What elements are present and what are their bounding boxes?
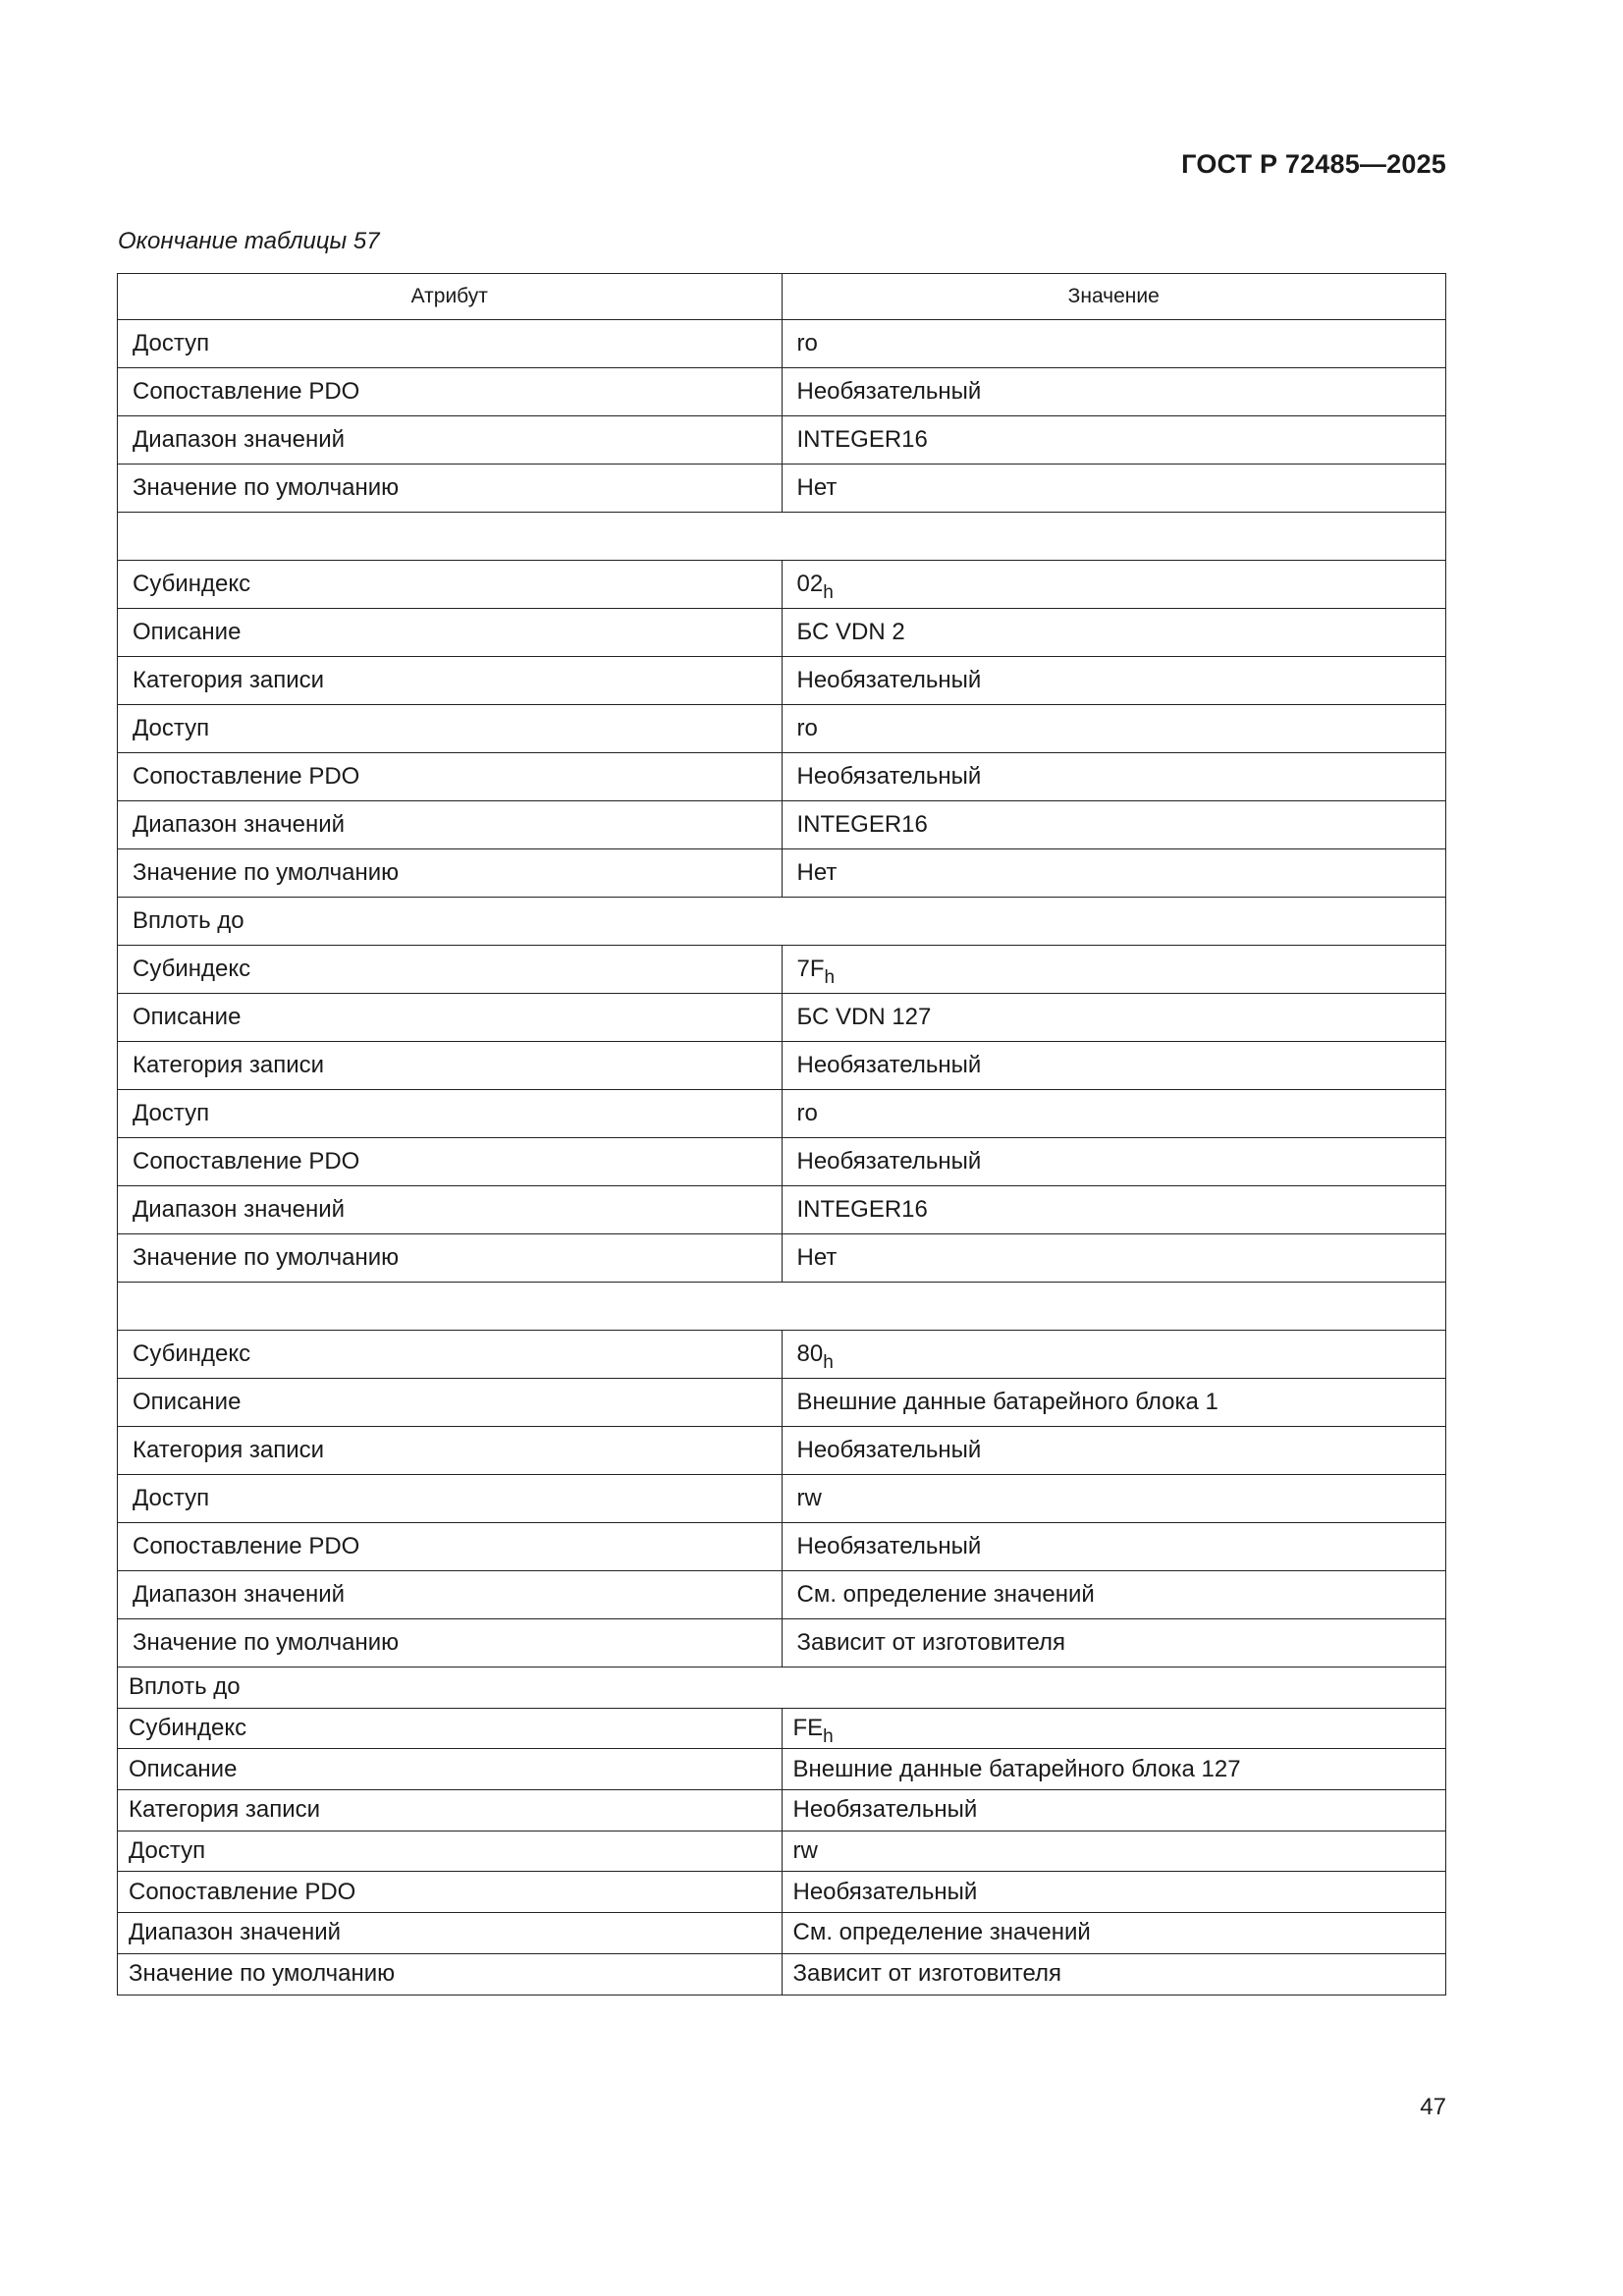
value-text: Необязательный [796, 1052, 982, 1078]
table-row [118, 1475, 1446, 1523]
table-row [118, 561, 1446, 609]
blank-cell [118, 513, 1446, 561]
value-cell [782, 1427, 1446, 1475]
value-text: FE [792, 1715, 824, 1742]
table-row [118, 1331, 1446, 1379]
value-cell [782, 801, 1446, 849]
value-cell [782, 320, 1446, 368]
table-row [118, 657, 1446, 705]
value-cell [782, 705, 1446, 753]
value-cell [782, 1331, 1446, 1379]
value-text: 80 [796, 1340, 824, 1367]
attribute-cell: Сопоставление PDO [118, 1138, 783, 1186]
attribute-cell: Доступ [118, 705, 783, 753]
value-cell [782, 1913, 1446, 1954]
value-cell [782, 1831, 1446, 1872]
value-cell [782, 1090, 1446, 1138]
table-row [118, 1379, 1446, 1427]
value-text: Внешние данные батарейного блока 1 [796, 1389, 1218, 1415]
table-row [118, 1913, 1446, 1954]
value-text: БС VDN 2 [796, 619, 905, 645]
attribute-cell: Описание [118, 1379, 783, 1427]
range-separator-cell: Вплоть до [118, 898, 1446, 946]
value-text: INTEGER16 [796, 1196, 928, 1223]
attribute-cell: Диапазон значений [118, 1571, 783, 1619]
table-row [118, 1427, 1446, 1475]
value-cell [782, 416, 1446, 465]
table-row [118, 1790, 1446, 1831]
table-row [118, 994, 1446, 1042]
value-cell [782, 561, 1446, 609]
attribute-cell: Субиндекс [118, 1708, 783, 1749]
attribute-cell: Диапазон значений [118, 416, 783, 465]
value-text: ro [796, 1100, 818, 1126]
table-row [118, 320, 1446, 368]
table-row [118, 849, 1446, 898]
value-text: Необязательный [796, 1148, 982, 1175]
value-text: INTEGER16 [796, 811, 928, 838]
table-row [118, 609, 1446, 657]
range-separator-row [118, 898, 1446, 946]
value-cell [782, 1953, 1446, 1995]
page-number: 47 [1420, 2094, 1446, 2120]
attribute-cell: Субиндекс [118, 946, 783, 994]
attribute-cell: Описание [118, 1749, 783, 1790]
range-separator-cell: Вплоть до [118, 1667, 1446, 1709]
value-cell [782, 657, 1446, 705]
range-separator-row [118, 1667, 1446, 1709]
table-row [118, 1571, 1446, 1619]
column-header-attribute: Атрибут [118, 274, 783, 320]
value-cell [782, 753, 1446, 801]
hex-subscript: h [823, 1352, 834, 1373]
attribute-table [117, 273, 1446, 1995]
attribute-cell: Сопоставление PDO [118, 1872, 783, 1913]
value-cell [782, 1619, 1446, 1667]
value-cell [782, 1571, 1446, 1619]
attribute-cell: Категория записи [118, 1427, 783, 1475]
value-text: Зависит от изготовителя [796, 1629, 1066, 1656]
hex-subscript: h [823, 1726, 834, 1748]
table-row [118, 1708, 1446, 1749]
attribute-cell: Сопоставление PDO [118, 753, 783, 801]
attribute-cell: Доступ [118, 1475, 783, 1523]
table-row [118, 753, 1446, 801]
attribute-cell: Значение по умолчанию [118, 465, 783, 513]
attribute-cell: Значение по умолчанию [118, 1619, 783, 1667]
value-text: 7F [796, 956, 825, 982]
table-row [118, 1749, 1446, 1790]
value-text: Необязательный [796, 378, 982, 405]
value-cell [782, 368, 1446, 416]
value-cell [782, 1749, 1446, 1790]
table-row [118, 1186, 1446, 1234]
value-cell [782, 1523, 1446, 1571]
value-cell [782, 1186, 1446, 1234]
table-row [118, 705, 1446, 753]
attribute-cell: Диапазон значений [118, 1186, 783, 1234]
table-row [118, 1523, 1446, 1571]
value-text: 02 [796, 571, 824, 597]
value-text: ro [796, 330, 818, 356]
value-text: Необязательный [796, 667, 982, 693]
value-cell [782, 849, 1446, 898]
attribute-cell: Диапазон значений [118, 1913, 783, 1954]
value-text: Нет [796, 1244, 838, 1271]
table-row [118, 1042, 1446, 1090]
attribute-cell: Доступ [118, 1090, 783, 1138]
value-text: Необязательный [796, 1437, 982, 1463]
attribute-cell: Значение по умолчанию [118, 1234, 783, 1283]
blank-cell [118, 1283, 1446, 1331]
blank-row [118, 1283, 1446, 1331]
value-text: rw [792, 1837, 818, 1865]
attribute-cell: Описание [118, 609, 783, 657]
attribute-cell: Доступ [118, 320, 783, 368]
value-text: Внешние данные батарейного блока 127 [792, 1755, 1241, 1782]
attribute-cell: Значение по умолчанию [118, 849, 783, 898]
table-row [118, 1953, 1446, 1995]
table-row [118, 465, 1446, 513]
table-body [118, 320, 1446, 1995]
hex-subscript: h [823, 582, 834, 603]
table-row [118, 1872, 1446, 1913]
attribute-cell: Субиндекс [118, 1331, 783, 1379]
column-header-value: Значение [782, 274, 1446, 320]
value-cell [782, 1475, 1446, 1523]
value-cell [782, 465, 1446, 513]
value-cell [782, 609, 1446, 657]
value-cell [782, 1872, 1446, 1913]
value-text: Необязательный [796, 763, 982, 790]
table-row [118, 416, 1446, 465]
attribute-cell: Сопоставление PDO [118, 1523, 783, 1571]
value-text: rw [796, 1485, 822, 1511]
table-row [118, 1831, 1446, 1872]
attribute-cell: Сопоставление PDO [118, 368, 783, 416]
attribute-cell: Доступ [118, 1831, 783, 1872]
value-text: Необязательный [796, 1533, 982, 1559]
table-header-row [118, 274, 1446, 320]
value-cell [782, 1042, 1446, 1090]
attribute-cell: Субиндекс [118, 561, 783, 609]
table-caption: Окончание таблицы 57 [118, 228, 380, 254]
attribute-cell: Описание [118, 994, 783, 1042]
table-row [118, 946, 1446, 994]
attribute-cell: Категория записи [118, 1790, 783, 1831]
table-row [118, 368, 1446, 416]
attribute-cell: Категория записи [118, 1042, 783, 1090]
attribute-cell: Категория записи [118, 657, 783, 705]
value-cell [782, 994, 1446, 1042]
attribute-cell: Значение по умолчанию [118, 1953, 783, 1995]
value-text: Необязательный [792, 1878, 978, 1905]
document-code: ГОСТ Р 72485—2025 [1181, 149, 1446, 179]
value-text: БС VDN 127 [796, 1004, 932, 1030]
value-cell [782, 1234, 1446, 1283]
value-cell [782, 1379, 1446, 1427]
hex-subscript: h [824, 967, 836, 988]
value-cell [782, 1708, 1446, 1749]
value-cell [782, 1790, 1446, 1831]
value-text: См. определение значений [796, 1581, 1095, 1608]
value-cell [782, 946, 1446, 994]
table-row [118, 1234, 1446, 1283]
attribute-cell: Диапазон значений [118, 801, 783, 849]
table-row [118, 1138, 1446, 1186]
value-text: См. определение значений [792, 1919, 1091, 1946]
value-text: Необязательный [792, 1796, 978, 1824]
table-row [118, 801, 1446, 849]
value-text: Нет [796, 474, 838, 501]
table-row [118, 1090, 1446, 1138]
value-text: INTEGER16 [796, 426, 928, 453]
value-text: Зависит от изготовителя [792, 1960, 1062, 1988]
value-text: ro [796, 715, 818, 741]
table-row [118, 1619, 1446, 1667]
blank-row [118, 513, 1446, 561]
value-text: Нет [796, 859, 838, 886]
value-cell [782, 1138, 1446, 1186]
